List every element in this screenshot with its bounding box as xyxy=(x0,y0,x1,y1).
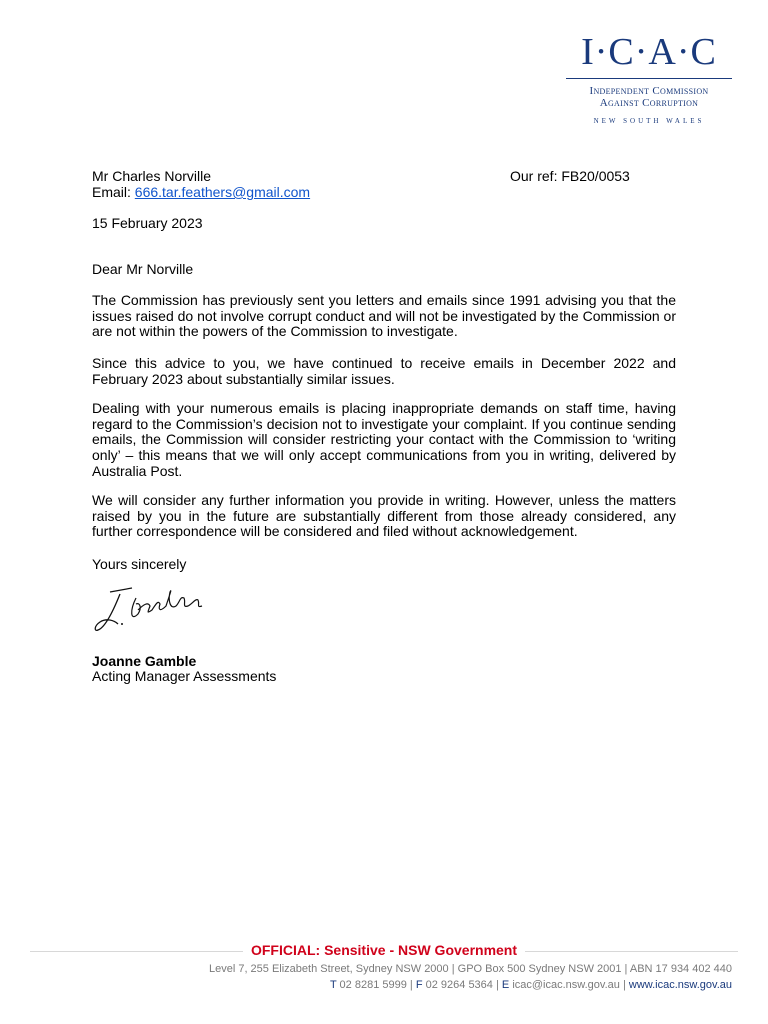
recipient-email-label: Email: xyxy=(92,184,135,200)
logo-mark: I·C·A·C xyxy=(581,31,717,73)
salutation: Dear Mr Norville xyxy=(92,261,194,277)
footer-email[interactable]: icac@icac.nsw.gov.au xyxy=(512,979,620,991)
logo-state: NEW SOUTH WALES xyxy=(593,117,705,125)
closing: Yours sincerely xyxy=(92,556,187,572)
logo-line-1: Independent Commission xyxy=(589,85,709,97)
recipient-name: Mr Charles Norville xyxy=(92,168,212,184)
email-label: E xyxy=(501,979,510,991)
handwritten-signature xyxy=(92,584,212,640)
body-paragraph: Dealing with your numerous emails is placing inappropriate demands on staff time, having regard to the Commission’s decision not to investigate your complaint. If you continue sending emails, the Commission will consider restricting your contact with the Commission to ‘writing only’ – this means that we will only accept communications from you in writing, delivered by Australia Post. xyxy=(92,400,676,479)
body-paragraph: The Commission has previously sent you letters and emails since 1991 advising you that the issues raised do not involve corrupt conduct and will not be investigated by the Commission or are not within the powers of the Commission to investigate. xyxy=(92,292,676,340)
classification-label: OFFICIAL: Sensitive - NSW Government xyxy=(243,942,525,958)
letter-date: 15 February 2023 xyxy=(92,215,203,231)
phone-label: T xyxy=(329,979,337,991)
classification-banner xyxy=(0,942,768,960)
recipient-email-link[interactable]: 666.tar.feathers@gmail.com xyxy=(134,184,311,200)
reference-number: Our ref: FB20/0053 xyxy=(510,168,630,184)
logo-line-2: Against Corruption xyxy=(599,97,699,109)
footer-contacts xyxy=(330,979,732,991)
phone-number: 02 8281 5999 xyxy=(339,979,407,991)
footer-separator: | xyxy=(409,979,416,991)
fax-number: 02 9264 5364 xyxy=(425,979,493,991)
body-paragraph: We will consider any further information you provide in writing. However, unless the matters raised by you in the future are substantially different from those already considered, any further correspondence will be considered and filed without acknowledgement. xyxy=(92,492,676,540)
icac-logo xyxy=(566,30,732,125)
footer-separator: | xyxy=(495,979,502,991)
footer-separator: | xyxy=(622,979,629,991)
logo-divider xyxy=(566,78,732,79)
signatory-title: Acting Manager Assessments xyxy=(92,668,277,684)
fax-label: F xyxy=(415,979,423,991)
footer-address: Level 7, 255 Elizabeth Street, Sydney NSW 2000 | GPO Box 500 Sydney NSW 2001 | ABN 17 934 402 440 xyxy=(208,963,732,975)
signatory-name: Joanne Gamble xyxy=(92,653,197,669)
recipient-email-line xyxy=(92,184,310,200)
footer-website[interactable]: www.icac.nsw.gov.au xyxy=(628,979,732,991)
body-paragraph: Since this advice to you, we have continued to receive emails in December 2022 and February 2023 about substantially similar issues. xyxy=(92,355,676,387)
